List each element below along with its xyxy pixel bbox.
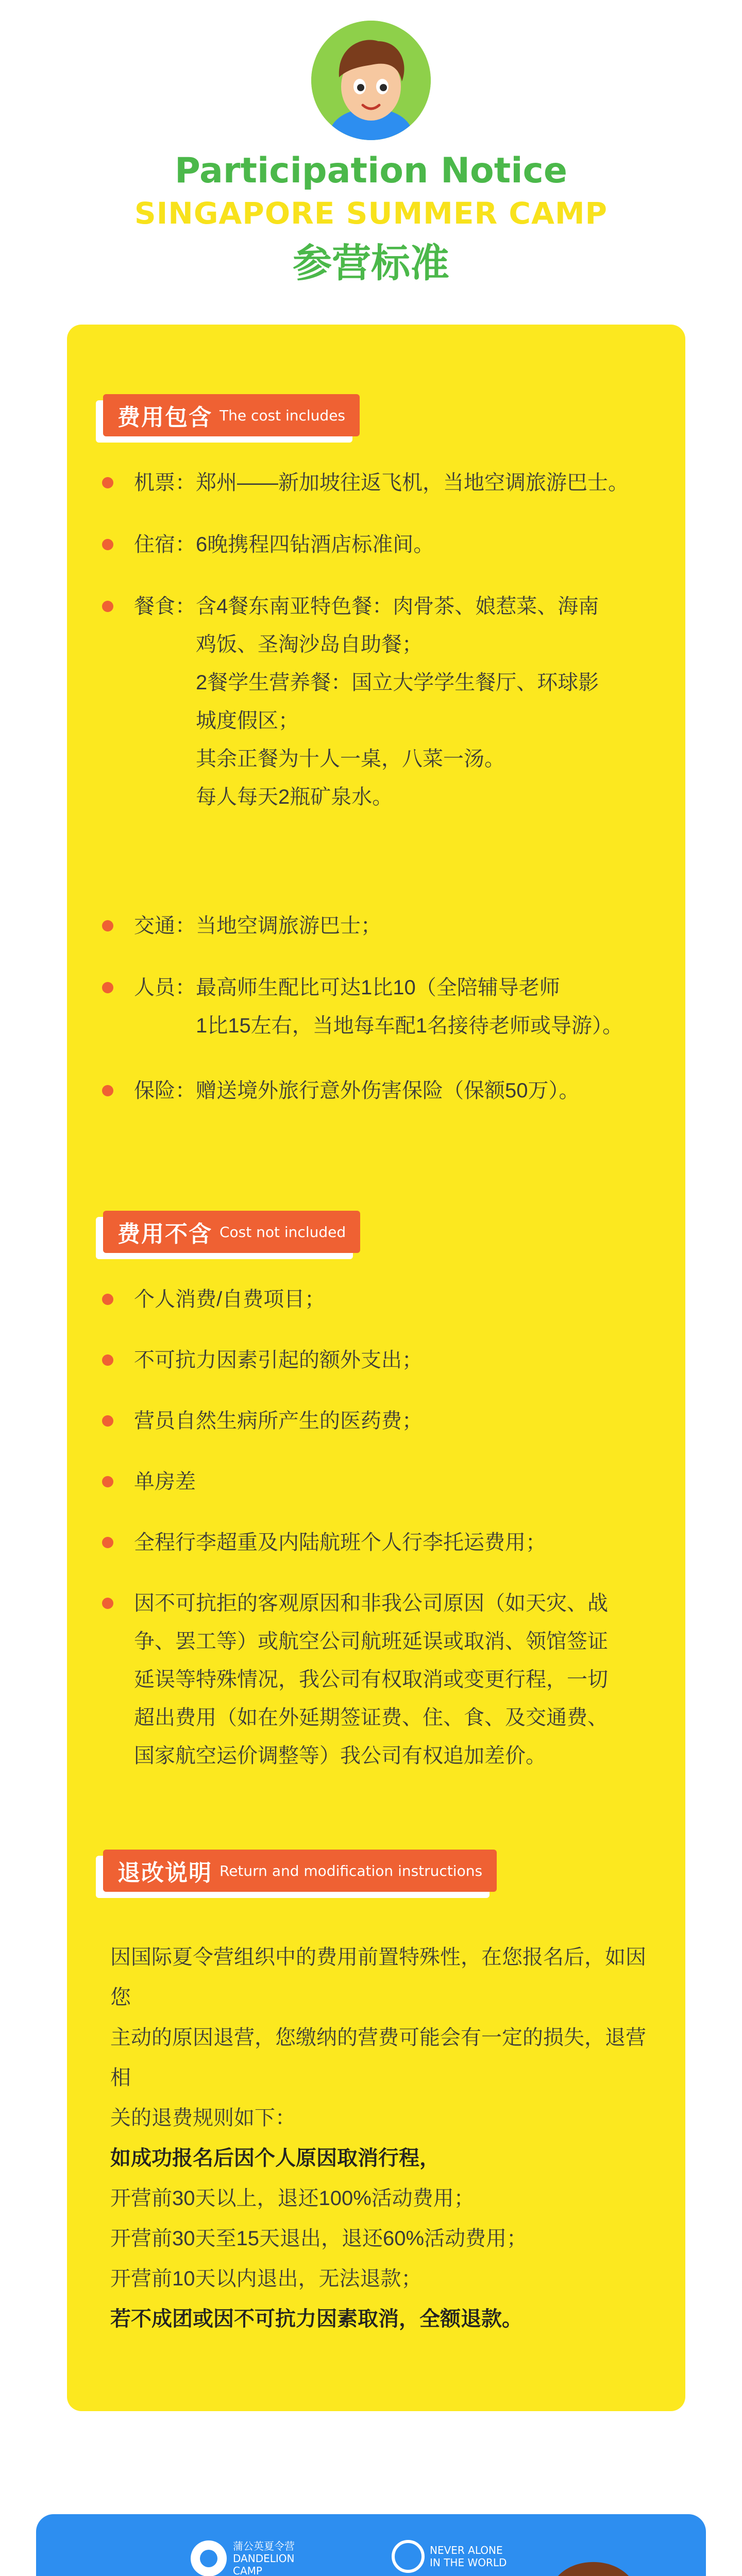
- boy-avatar-icon: [311, 21, 431, 140]
- never-alone-logo: [392, 2540, 507, 2573]
- subtitle-english: SINGAPORE SUMMER CAMP: [134, 196, 608, 231]
- list-item: 不可抗力因素引起的额外支出；: [98, 1341, 665, 1379]
- refund-rule: 开营前30天至15天退出，退还60%活动费用；: [110, 2227, 528, 2250]
- refund-bold-line: 如成功报名后因个人原因取消行程，: [110, 2147, 440, 2170]
- list-item: 交通：当地空调旅游巴士；: [98, 907, 665, 945]
- refund-final: 若不成团或因不可抗力因素取消，全额退款。: [110, 2308, 522, 2330]
- refund-paragraph-line: 主动的原因退营，您缴纳的营费可能会有一定的损失，退营相: [110, 2026, 646, 2089]
- title-english: Participation Notice: [175, 150, 567, 191]
- list-item: 住宿：6晚携程四钻酒店标准间。: [98, 526, 665, 564]
- list-item: 保险：赠送境外旅行意外伤害保险（保额50万）。: [98, 1072, 665, 1110]
- notice-card: [67, 325, 685, 2411]
- list-item: 营员自然生病所产生的医药费；: [98, 1402, 665, 1440]
- logo-line: 蒲公英夏令营: [233, 2540, 295, 2552]
- dandelion-camp-logo: [191, 2540, 295, 2576]
- ring-logo-icon: [392, 2540, 425, 2573]
- logo-line: NEVER ALONE: [430, 2544, 503, 2556]
- section-title-en: The cost includes: [220, 406, 346, 424]
- list-item: 单房差: [98, 1463, 665, 1501]
- title-chinese: 参营标准: [293, 240, 449, 286]
- list-item: 全程行李超重及内陆航班个人行李托运费用；: [98, 1523, 665, 1562]
- list-item: 人员：最高师生配比可达1比10（全陪辅导老师 1比15左右，当地每车配1名接待老师或导游）。: [98, 969, 665, 1045]
- equipment-card: [36, 2514, 706, 2576]
- page-header: [0, 0, 742, 325]
- section-title-en: Return and modification instructions: [220, 1862, 483, 1879]
- section-title-refund: [103, 1850, 497, 1892]
- list-item: 因不可抗拒的客观原因和非我公司原因（如天灾、战 争、罢工等）或航空公司航班延误或取消、领馆签证 延误等特殊情况，我公司有权取消或变更行程，一切 超出费用（如在外延期签证费、住、食、及交通费、 国家航空运价调整等）我公司有权追加差价。: [98, 1584, 665, 1775]
- refund-paragraph-line: 因国际夏令营组织中的费用前置特殊性，在您报名后，如因您: [110, 1946, 646, 2009]
- section-title-cost-includes: [103, 394, 360, 436]
- logo-line: IN THE WORLD: [430, 2556, 507, 2569]
- logo-line: DANDELION: [233, 2552, 295, 2565]
- logo-line: CAMP: [233, 2565, 262, 2576]
- dandelion-logo-icon: [191, 2540, 227, 2576]
- section-title-cost-excludes: [103, 1211, 360, 1253]
- refund-rule: 开营前30天以上，退还100%活动费用；: [110, 2187, 475, 2210]
- section-title-en: Cost not included: [220, 1223, 346, 1241]
- section-title-cn: 退改说明: [117, 1860, 212, 1886]
- thumbs-up-boy-icon: [515, 2545, 670, 2576]
- section-title-cn: 费用包含: [117, 404, 212, 431]
- list-item: 餐食：含4餐东南亚特色餐：肉骨茶、娘惹菜、海南 鸡饭、圣淘沙岛自助餐； 2餐学生营养餐：国立大学学生餐厅、环球影 城度假区； 其余正餐为十人一桌，八菜一汤。 每人每天2瓶矿泉水。: [98, 587, 665, 816]
- refund-rule: 开营前10天以内退出，无法退款；: [110, 2267, 422, 2290]
- section-title-cn: 费用不含: [117, 1221, 212, 1247]
- refund-text: [110, 1937, 646, 2339]
- refund-paragraph-line: 关的退费规则如下：: [110, 2107, 296, 2129]
- list-item: 个人消费/自费项目；: [98, 1280, 665, 1318]
- list-item: 机票：郑州——新加坡往返飞机，当地空调旅游巴士。: [98, 464, 665, 502]
